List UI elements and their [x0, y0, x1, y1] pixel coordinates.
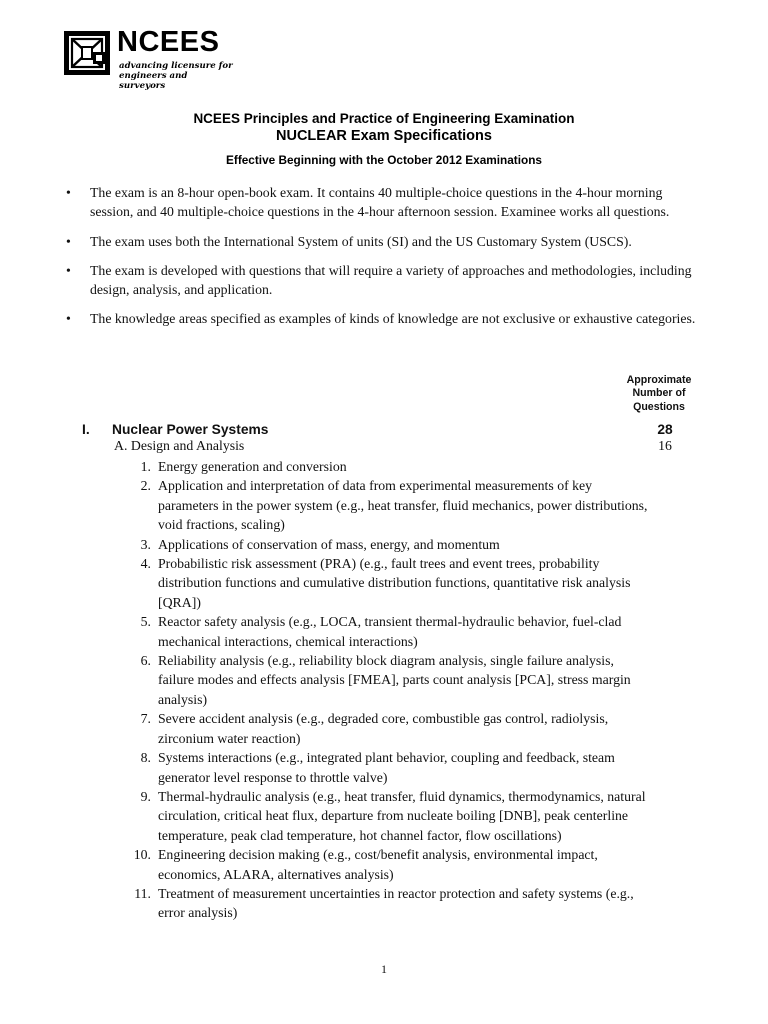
column-header-line-3: Questions	[633, 400, 685, 413]
item-text: Energy generation and conversion	[158, 459, 347, 474]
effective-date-note: Effective Beginning with the October 2012 Examinations	[226, 153, 542, 167]
bullet-text: The exam is an 8-hour open-book exam. It contains 40 multiple-choice questions in the 4-hour morning session, and 40 multiple-choice questions in the 4-hour afternoon session. Examinee works all questions.	[90, 185, 670, 220]
item-number: 10.	[133, 847, 151, 863]
item-text: Reactor safety analysis (e.g., LOCA, transient thermal-hydraulic behavior, fuel-clad mechanical interactions, chemical interactions)	[158, 614, 622, 649]
logo-wordmark: NCEES	[117, 26, 220, 58]
item-text: Application and interpretation of data from experimental measurements of key parameters in the power system (e.g., heat transfer, fluid mechanics, power distributions, void fractions, scaling)	[158, 478, 648, 533]
item-number: 3.	[140, 536, 151, 552]
exam-info-bullets	[64, 183, 704, 339]
ncees-logo	[63, 26, 233, 91]
section-question-count: 28	[657, 422, 673, 437]
knowledge-area-list	[128, 457, 648, 923]
logo-tagline-line-1: advancing licensure for	[119, 61, 233, 71]
approx-questions-column-header	[606, 374, 712, 414]
bullet-dot-icon: •	[66, 233, 71, 249]
item-number: 4.	[140, 556, 151, 572]
item-number: 8.	[140, 750, 151, 766]
item-text: Severe accident analysis (e.g., degraded core, combustible gas control, radiolysis, zirconium water reaction)	[158, 711, 609, 746]
bullet-item	[64, 183, 704, 222]
section-title: Nuclear Power Systems	[112, 422, 269, 437]
page-number: 1	[381, 962, 387, 976]
bullet-item	[64, 232, 704, 251]
item-text: Thermal-hydraulic analysis (e.g., heat transfer, fluid dynamics, thermodynamics, natural circulation, critical heat flux, departure from nucleate boiling [DNB], peak centerline temperature, peak clad temperature, hot channel factor, flow oscillations)	[158, 788, 646, 843]
exam-title: NCEES Principles and Practice of Engineering Examination	[193, 111, 575, 126]
bullet-text: The exam is developed with questions that will require a variety of approaches and methodologies, including design, analysis, and application.	[90, 262, 692, 298]
list-item	[128, 476, 648, 534]
item-number: 11.	[134, 885, 151, 901]
column-header-line-2: Number of	[632, 387, 686, 400]
list-item	[128, 612, 648, 651]
bullet-text: The knowledge areas specified as examples of kinds of knowledge are not exclusive or exhaustive categories.	[90, 311, 696, 327]
section-numeral: I.	[82, 422, 90, 437]
column-header-line-1: Approximate	[626, 374, 692, 386]
item-number: 1.	[140, 459, 151, 474]
logo-tagline-line-2: engineers and surveyors	[119, 71, 188, 91]
list-item	[128, 884, 648, 923]
bullet-text: The exam uses both the International System of units (SI) and the US Customary System (USCS).	[90, 233, 632, 249]
item-number: 2.	[140, 478, 151, 494]
bullet-item	[64, 261, 704, 300]
bullet-dot-icon: •	[66, 311, 71, 327]
bullet-dot-icon: •	[66, 262, 71, 278]
list-item	[128, 709, 648, 748]
bullet-dot-icon: •	[66, 185, 71, 200]
item-text: Reliability analysis (e.g., reliability block diagram analysis, single failure analysis, failure modes and effects analysis [FMEA], parts count analysis [PCA], stress margin analysis)	[158, 653, 631, 707]
item-text: Applications of conservation of mass, energy, and momentum	[158, 536, 500, 552]
list-item	[128, 787, 648, 845]
item-text: Engineering decision making (e.g., cost/benefit analysis, environmental impact, economics, ALARA, alternatives analysis)	[158, 847, 598, 882]
item-text: Systems interactions (e.g., integrated plant behavior, coupling and feedback, steam generator level response to throttle valve)	[158, 750, 615, 785]
list-item	[128, 651, 648, 709]
item-text: Probabilistic risk assessment (PRA) (e.g., fault trees and event trees, probability distribution functions and cumulative distribution functions, quantitative risk analysis [QRA])	[158, 556, 631, 610]
list-item	[128, 845, 648, 884]
subsection-title: A. Design and Analysis	[114, 438, 245, 453]
item-number: 5.	[140, 614, 151, 630]
logo-tagline	[119, 61, 233, 91]
item-number: 6.	[140, 653, 151, 669]
ncees-logo-mark-icon	[63, 30, 111, 76]
item-text: Treatment of measurement uncertainties in reactor protection and safety systems (e.g., error analysis)	[158, 885, 634, 921]
list-item	[128, 535, 648, 554]
exam-subtitle: NUCLEAR Exam Specifications	[276, 128, 492, 144]
list-item	[128, 748, 648, 787]
item-number: 7.	[140, 711, 151, 727]
item-number: 9.	[140, 788, 151, 804]
list-item	[128, 457, 648, 476]
list-item	[128, 554, 648, 612]
bullet-item	[64, 309, 704, 328]
subsection-question-count: 16	[658, 438, 672, 453]
